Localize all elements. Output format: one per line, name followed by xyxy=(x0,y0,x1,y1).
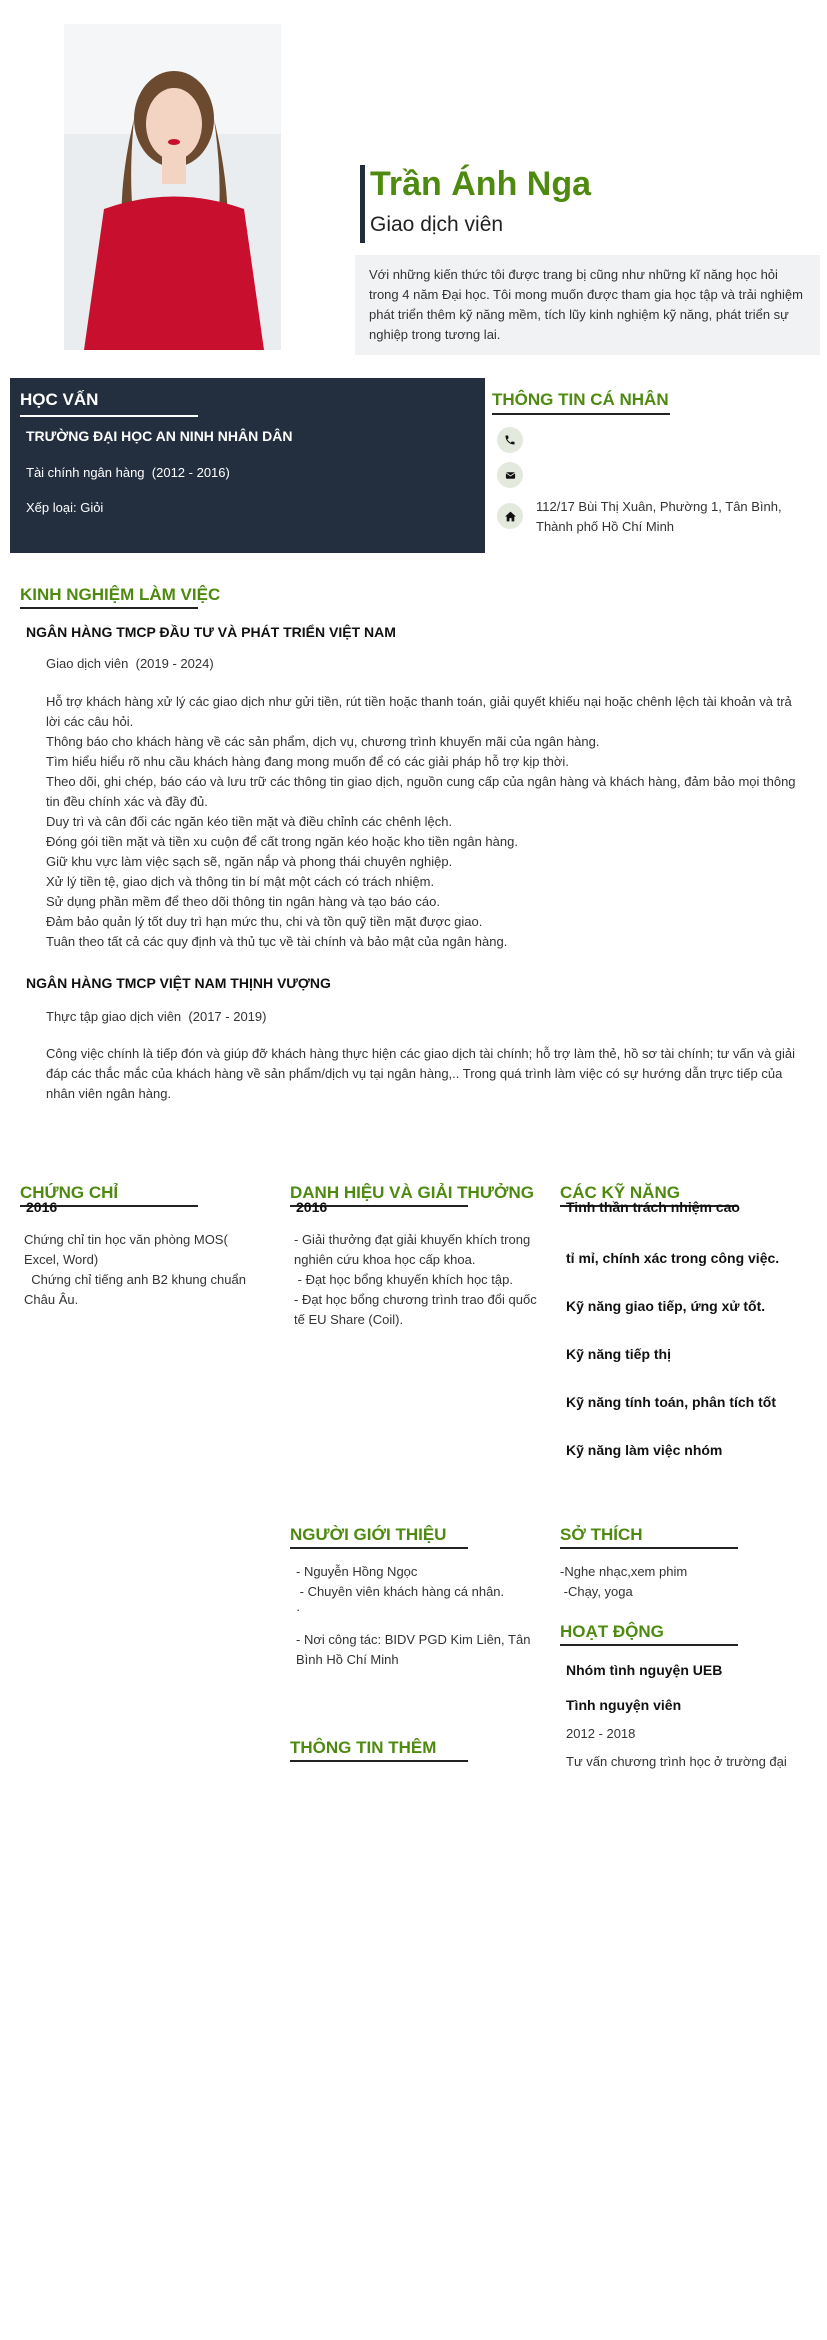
job-1-line: Duy trì và cân đối các ngăn kéo tiền mặt và điều chỉnh các chênh lệch. xyxy=(46,814,453,829)
job-1-line: Đóng gói tiền mặt và tiền xu cuộn để cất trong ngăn kéo hoặc kho tiền ngân hàng. xyxy=(46,834,518,849)
award-item: - Đạt học bổng khuyến khích học tập. xyxy=(294,1272,513,1287)
job-2-line: Công việc chính là tiếp đón và giúp đỡ khách hàng thực hiện các giao dịch tài chính; hỗ trợ làm thẻ, hồ sơ tài chính; tư vấn và giải đáp các thắc mắc của khách hàng về sản phẩm/dịch vụ tại ngân hàng,.. Trong quá trình làm việc có sự hướng dẫn trực tiếp của nhân viên ngân hàng. xyxy=(46,1046,796,1101)
skill-item: tỉ mỉ, chính xác trong công việc. xyxy=(566,1250,780,1266)
awards-list xyxy=(294,1230,539,1330)
job-2-years: (2017 - 2019) xyxy=(188,1009,267,1024)
references-underline xyxy=(290,1547,468,1549)
references-heading: NGƯỜI GIỚI THIỆU xyxy=(290,1525,447,1544)
job-2-company: NGÂN HÀNG TMCP VIỆT NAM THỊNH VƯỢNG xyxy=(26,975,331,991)
skill-item: Kỹ năng tiếp thị xyxy=(566,1346,671,1362)
phone-icon xyxy=(497,427,523,453)
reference-position: - Chuyên viên khách hàng cá nhân. xyxy=(296,1584,505,1599)
awards-heading: DANH HIỆU VÀ GIẢI THƯỞNG xyxy=(290,1183,534,1202)
job-title: Giao dịch viên xyxy=(370,213,504,236)
skills-heading: CÁC KỸ NĂNG xyxy=(560,1183,680,1202)
home-icon xyxy=(497,503,523,529)
personal-info-heading: THÔNG TIN CÁ NHÂN xyxy=(492,390,669,409)
job-2-role: Thực tập giao dịch viên xyxy=(46,1009,182,1024)
skill-item: Kỹ năng giao tiếp, ứng xử tốt. xyxy=(566,1298,766,1314)
certificate-item: Chứng chỉ tiếng anh B2 khung chuẩn Châu Âu. xyxy=(24,1272,250,1307)
career-objective: Với những kiến thức tôi được trang bị cũng như những kĩ năng học hỏi trong 4 năm Đại học. Tôi mong muốn được tham gia học tập và trải nghiệm phát triển thêm kỹ năng mềm, tích lũy kinh nghiệm kỹ năng, phát triển sự nghiệp trong tương lai. xyxy=(355,255,820,355)
certificates-year: 2016 xyxy=(26,1199,58,1215)
hobbies-underline xyxy=(560,1547,738,1549)
activity-org: Nhóm tình nguyện UEB xyxy=(566,1662,723,1678)
job-1-line: Tuân theo tất cả các quy định và thủ tục về tài chính và bảo mật của ngân hàng. xyxy=(46,934,508,949)
personal-info-underline xyxy=(492,413,670,415)
name-accent-bar xyxy=(360,165,365,243)
job-1-line: Sử dụng phần mềm để theo dõi thông tin ngân hàng và tạo báo cáo. xyxy=(46,894,440,909)
education-section xyxy=(10,378,485,553)
certificates-list xyxy=(24,1230,254,1310)
job-1-line: Theo dõi, ghi chép, báo cáo và lưu trữ các thông tin giao dịch, nguồn cung cấp của ngân hàng và khách hàng, đảm bảo mọi thông tin đều chính xác và đầy đủ. xyxy=(46,774,796,809)
references-block xyxy=(296,1562,536,1670)
skill-item: Kỹ năng tính toán, phân tích tốt xyxy=(566,1394,776,1410)
skill-item: Kỹ năng làm việc nhóm xyxy=(566,1442,723,1458)
candidate-name: Trần Ánh Nga xyxy=(370,165,592,203)
activity-role: Tình nguyện viên xyxy=(566,1697,682,1713)
reference-name: - Nguyễn Hồng Ngọc xyxy=(296,1564,418,1579)
job-1-line: Xử lý tiền tệ, giao dịch và thông tin bí mật một cách có trách nhiệm. xyxy=(46,874,435,889)
reference-workplace: - Nơi công tác: BIDV PGD Kim Liên, Tân Bình Hồ Chí Minh xyxy=(296,1632,531,1667)
job-1-years: (2019 - 2024) xyxy=(135,656,214,671)
education-major-row xyxy=(26,465,230,480)
certificate-item: Chứng chỉ tin học văn phòng MOS( Excel, Word) xyxy=(24,1232,228,1267)
award-item: - Đạt học bổng chương trình trao đổi quốc tế EU Share (Coil). xyxy=(294,1292,537,1327)
job-1-line: Giữ khu vực làm việc sạch sẽ, ngăn nắp và phong thái chuyên nghiệp. xyxy=(46,854,453,869)
hobbies-heading: SỞ THÍCH xyxy=(560,1525,643,1544)
profile-photo-illustration xyxy=(64,24,281,350)
activities-underline xyxy=(560,1644,738,1646)
education-underline xyxy=(20,415,198,417)
job-1-role: Giao dịch viên xyxy=(46,656,129,671)
envelope-icon xyxy=(497,462,523,488)
job-1-line: Thông báo cho khách hàng về các sản phẩm, dịch vụ, chương trình khuyến mãi của ngân hàng. xyxy=(46,734,600,749)
education-major: Tài chính ngân hàng xyxy=(26,465,145,480)
more-info-underline xyxy=(290,1760,468,1762)
job-2-role-row xyxy=(46,1007,266,1027)
education-heading: HỌC VẤN xyxy=(20,390,99,409)
more-info-heading: THÔNG TIN THÊM xyxy=(290,1738,437,1757)
reference-dot: · xyxy=(296,1602,301,1617)
certificates-heading: CHỨNG CHỈ xyxy=(20,1183,119,1202)
education-grade: Xếp loại: Giỏi xyxy=(26,500,104,515)
hobbies-list xyxy=(560,1562,800,1602)
experience-underline xyxy=(20,607,198,609)
job-1-line: Tìm hiểu hiểu rõ nhu cầu khách hàng đang mong muốn để có các giải pháp hỗ trợ kịp thời. xyxy=(46,754,569,769)
profile-photo xyxy=(64,24,281,350)
job-1-line: Đảm bảo quản lý tốt duy trì hạn mức thu, chi và tồn quỹ tiền mặt được giao. xyxy=(46,914,483,929)
skill-item: Tinh thần trách nhiệm cao xyxy=(566,1199,740,1215)
job-1-line: Hỗ trợ khách hàng xử lý các giao dịch như gửi tiền, rút tiền hoặc thanh toán, giải quyết khiếu nại hoặc chênh lệch tài khoản và trả lời các câu hỏi. xyxy=(46,694,792,729)
job-1-role-row xyxy=(46,654,214,674)
activity-years: 2012 - 2018 xyxy=(566,1726,636,1741)
education-years: (2012 - 2016) xyxy=(151,465,230,480)
activities-heading: HOẠT ĐỘNG xyxy=(560,1622,664,1641)
job-1-company: NGÂN HÀNG TMCP ĐẦU TƯ VÀ PHÁT TRIỂN VIỆT NAM xyxy=(26,624,396,640)
hobby-item: -Nghe nhạc,xem phim xyxy=(560,1564,688,1579)
address-text: 112/17 Bùi Thị Xuân, Phường 1, Tân Bình, Thành phố Hồ Chí Minh xyxy=(536,499,782,534)
school-name: TRƯỜNG ĐẠI HỌC AN NINH NHÂN DÂN xyxy=(26,428,293,444)
award-item: - Giải thưởng đạt giải khuyến khích trong nghiên cứu khoa học cấp khoa. xyxy=(294,1232,531,1267)
hobby-item: -Chạy, yoga xyxy=(560,1584,633,1599)
job-2-description xyxy=(46,1044,811,1104)
activity-description: Tư vấn chương trình học ở trường đại xyxy=(566,1754,787,1769)
experience-heading: KINH NGHIỆM LÀM VIỆC xyxy=(20,585,221,604)
job-1-description xyxy=(46,692,806,952)
awards-year: 2016 xyxy=(296,1199,328,1215)
